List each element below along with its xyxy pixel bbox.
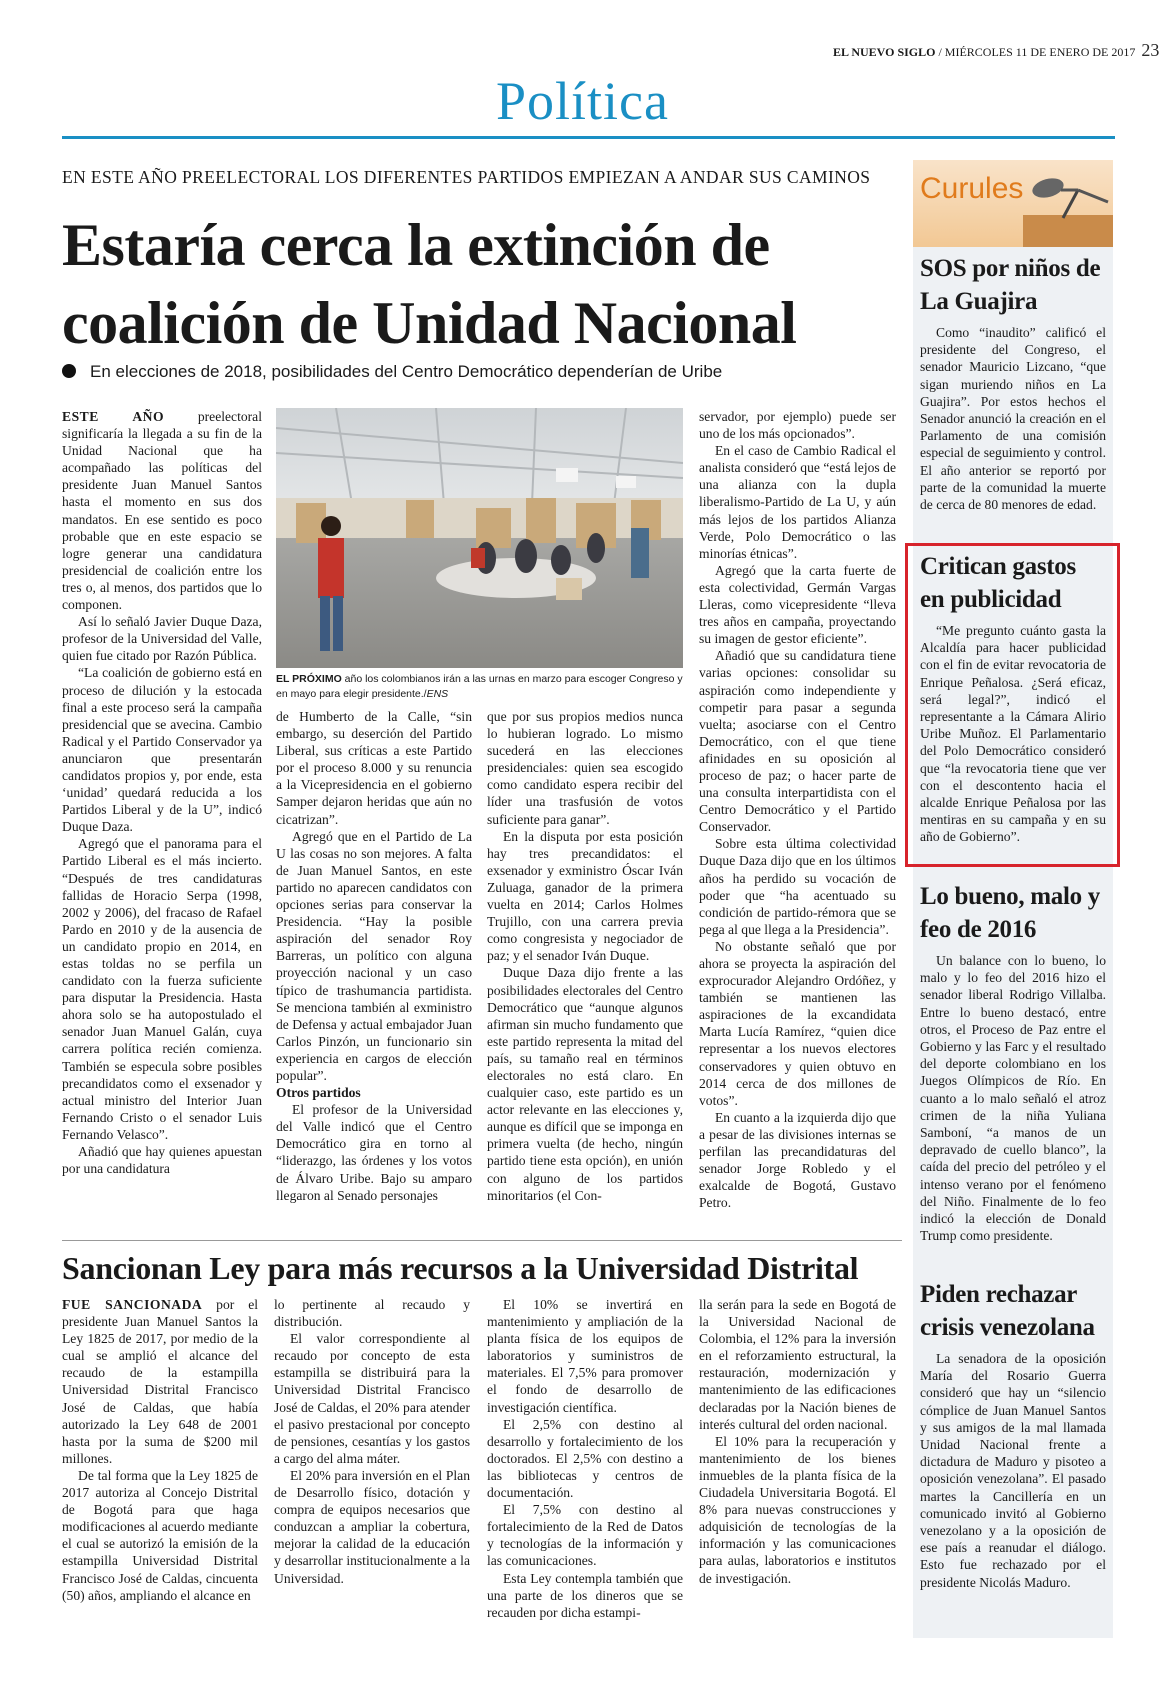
paragraph: En cuanto a la izquierda dijo que a pesar de las divisiones internas se perfilan las precandidaturas del senador Jorge Robledo y el exalcalde de Bogotá, Gustavo Petro.: [699, 1109, 896, 1211]
paragraph: Agregó que en el Partido de La U las cosas no son mejores. A falta de Juan Manuel Santos, en este partido no aparecen candidatos con opciones serias para conservar la Presidencia. “Hay la posible aspiración del senador Roy Barreras, un político con alguna proyección nacional y un caso típico de trashumancia partidista. Se menciona también al exministro de Defensa y actual embajador Juan Carlos Pinzón, un funcionario sin experiencia en cargos de elección popular”.: [276, 828, 472, 1083]
photo-caption: [276, 672, 683, 702]
story1-headline: Estaría cerca la extinción de coalición de Unidad Nacional: [62, 212, 797, 356]
bullet-icon: [62, 364, 76, 378]
sidebar-item-title: SOS por niños de La Guajira: [920, 255, 1101, 315]
issue-date: / MIÉRCOLES 11 DE ENERO DE 2017: [938, 45, 1136, 59]
paragraph: El valor correspondiente al recaudo por concepto de esta estampilla se distribuirá para la Universidad Distrital Francisco José de Caldas, el 20% para atender el pasivo prestacional por concepto de pensiones, cesantías y los gastos a cargo del alma máter.: [274, 1331, 470, 1466]
section-title: Política: [496, 71, 669, 131]
section-rule: [62, 136, 1115, 139]
story1-column-4: [699, 408, 896, 1211]
paragraph: El 10% se invertirá en mantenimiento y ampliación de la planta física de los equipos de laboratorios y suministros de materiales. El 7,5% para promover el fondo de desarrollo de investigación científica.: [487, 1297, 683, 1415]
paragraph: De tal forma que la Ley 1825 de 2017 autoriza al Concejo Distrital de Bogotá para que haga modificaciones al acuerdo mediante el cual se autorizó la emisión de la estampilla Universidad Distrital Francisco José de Caldas, cincuenta (50) años, ampliando el alcance en: [62, 1467, 258, 1603]
paragraph: Esta Ley contempla también que una parte de los dineros que se recauden por dicha estampi-: [487, 1570, 683, 1620]
caption-credit: ENS: [426, 688, 449, 700]
sidebar-item: [920, 1278, 1106, 1591]
curules-label: Curules: [920, 172, 1024, 205]
sidebar-item-text: La senadora de la oposición María del Rosario Guerra consideró que hay un “silencio cómplice de Juan Manuel Santos y sus amigos de la mal llamada Unidad Nacional frente a dictadura de Maduro y pisoteo a oposición venezolana”. El pasado martes la Cancillería en un comunicado invitó al Gobierno venezolano y a la oposición de ese país a reanudar el diálogo. Esto fue rechazado por el presidente Nicolás Maduro.: [920, 1351, 1106, 1590]
story1-photo: [276, 408, 683, 668]
subhead: Otros partidos: [276, 1085, 361, 1101]
sidebar-item: [920, 252, 1106, 513]
voting-center-photo: [276, 408, 683, 668]
sidebar-item-title: Piden rechazar crisis venezolana: [920, 1281, 1095, 1341]
story1-kicker: EN ESTE AÑO PREELECTORAL LOS DIFERENTES PARTIDOS EMPIEZAN A ANDAR SUS CAMINOS: [62, 167, 871, 187]
story2-column-2: [274, 1296, 470, 1587]
paragraph: Añadió que su candidatura tiene varias opciones: consolidar su aspiración como independiente y competir para pasar a segunda vuelta; asociarse con el Centro Democrático, con el que tiene afinidades en su oposición al proceso de paz; o hacer parte de una consulta interpartidista con el Centro Democrático y el Partido Conservador.: [699, 648, 896, 835]
paragraph: No obstante señaló que por ahora se proyecta la aspiración del exprocurador Alejandro Ordóñez, y también se mantienen las aspiraciones de la excandidata Marta Lucía Ramírez, “quien dice representar a los nuevos electores conservadores y quien obtuvo en 2014 cerca de dos millones de votos”.: [699, 938, 896, 1108]
paragraph: El 20% para inversión en el Plan de Desarrollo físico, dotación y compra de equipos necesarios que conduzcan a ampliar la cobertura, mejorar la calidad de la educación y desarrollar institucionalmente a la Universidad.: [274, 1467, 470, 1586]
paragraph: En el caso de Cambio Radical el analista consideró que “está lejos de una alianza con la dupla liberalismo-Partido de La U, y aún más lejos de los partidos Alianza Verde, Polo Democrático o las minorías étnicas”.: [699, 443, 896, 561]
story1-column-3: [487, 708, 683, 1204]
paragraph: Agregó que la carta fuerte de esta colectividad, Germán Vargas Lleras, como vicepresidente “lleva tres años en campaña, proyectando su imagen de gestor eficiente”.: [699, 562, 896, 647]
paragraph: que por sus propios medios nunca lo hubieran logrado. Lo mismo sucederá en las elecciones presidenciales: quien sea escogido como candidato espera recibir del líder una trasfusión de votos suficiente para ganar”.: [487, 709, 683, 827]
paragraph: Duque Daza dijo frente a las posibilidades electorales del Centro Democrático que “aunque algunos afirman sin mucho fundamento que este partido representa la mitad del país, su tamaño real en términos electorales no está claro. En cualquier caso, este partido es un actor relevante en las elecciones y, aunque es difícil que se imponga en primera vuelta (de hecho, ningún partido tiene esta opción), en unión con alguno de los partidos minoritarios (el Con-: [487, 965, 683, 1203]
story1-column-1: [62, 408, 262, 1177]
paragraph: Añadió que hay quienes apuestan por una candidatura: [62, 1144, 262, 1177]
paragraph: “La coalición de gobierno está en proceso de dilución y la estocada final a este proceso será la campaña presidencial que se avecina. Cambio Radical y el Partido Conservador ya anunciaron que presentarán candidatos propios y, por ende, esta ‘unidad’ quedará reducida a los Partidos Liberal y de la U”, indicó Duque Daza.: [62, 665, 262, 835]
paragraph: Sobre esta última colectividad Duque Daza dijo que en los últimos años ha perdido su vocación de poder que “ha acentuado su condición de partido-rémora que se pega al que llega a la Presidencia”.: [699, 836, 896, 937]
sidebar-item-title: Critican gastos en publicidad: [920, 553, 1076, 613]
caption-lead: EL PRÓXIMO: [276, 673, 342, 685]
sidebar-item-text: Como “inaudito” calificó el presidente del Congreso, el senador Mauricio Lizcano, “que sigan muriendo niños en La Guajira”. Por estos hechos el Senador anunció la creación en el Parlamento de una comisión especial de seguimiento y control. El año anterior se reportó por parte de la comunidad la muerte de cerca de 80 menores de edad.: [920, 325, 1106, 513]
sidebar-item: [920, 880, 1106, 1244]
paper-name: EL NUEVO SIGLO: [833, 45, 936, 59]
story2-column-4: [699, 1296, 896, 1587]
caption-text: año los colombianos irán a las urnas en marzo para escoger Congreso y en mayo para elegir presidente./: [276, 673, 683, 700]
story2-column-1: [62, 1296, 258, 1604]
sidebar-item-text: “Me pregunto cuánto gasta la Alcaldía para hacer publicidad con el fin de evitar revocatoria de Enrique Peñalosa. ¿Será eficaz, será legal?”, indicó el representante a la Cámara Alirio Uribe Muñoz. El Parlamentario del Polo Democrático consideró que “la revocatoria tiene que ver con el descontento hacia el alcalde Enrique Peñalosa por las mentiras en su campaña y en su año de Gobierno”.: [920, 623, 1106, 845]
highlight-box: [905, 543, 1120, 867]
story1-dek: [62, 362, 902, 382]
paragraph: En la disputa por esta posición hay tres precandidatos: el exsenador y exministro Óscar Iván Zuluaga, ganador de la primera vuelta en 2014; Carlos Holmes Trujillo, con una carrera previa como congresista y negociador de paz; y el senador Iván Duque.: [487, 828, 683, 964]
paragraph: El 7,5% con destino al fortalecimiento de la Red de Datos y tecnologías de la información y las comunicaciones.: [487, 1502, 683, 1569]
sidebar-item-text: Un balance con lo bueno, lo malo y lo feo del 2016 hizo el senador liberal Rodrigo Villalba. Entre lo bueno destacó, entre otros, el Proceso de Paz entre el Gobierno y las Farc y el resultado del deporte colombiano en los Juegos Olímpicos de Río. En cuanto a lo malo señaló el atroz crimen de la niña Yuliana Samboní, “a manos de un depravado de cuello blanco”, la caída del precio del petróleo y el intenso verano por el fenómeno del Niño. Finalmente de lo feo indicó la elección de Donald Trump como presidente.: [920, 953, 1106, 1244]
page-number: 23: [1141, 40, 1160, 60]
paragraph: de Humberto de la Calle, “sin embargo, su deserción del Partido Liberal, sus críticas a este Partido por el proceso 8.000 y su renuncia a la Vicepresidencia en el gobierno Samper dejaron heridas que aún no cicatrizan”.: [276, 709, 472, 827]
dek-text: En elecciones de 2018, posibilidades del Centro Democrático dependerían de Uribe: [90, 362, 723, 381]
paragraph: Así lo señaló Javier Duque Daza, profesor de la Universidad del Valle, quien fue citado por Razón Pública.: [62, 614, 262, 664]
sidebar-item-title: Lo bueno, malo y feo de 2016: [920, 883, 1100, 943]
story2-column-3: [487, 1296, 683, 1621]
paragraph: lla serán para la sede en Bogotá de la Universidad Nacional de Colombia, el 12% para la inversión en el reforzamiento estructural, la restauración, modernización y mantenimiento de las edificaciones declaradas por la Nación bienes de interés cultural del orden nacional.: [699, 1297, 896, 1432]
story1-column-2: [276, 708, 472, 1204]
paragraph: servador, por ejemplo) puede ser uno de los más opcionados”.: [699, 409, 896, 442]
paragraph: preelectoral significaría la llegada a su fin de la Unidad Nacional que ha acompañado las políticas del presidente Juan Manuel Santos hasta el momento en sus dos mandatos. En ese sentido es poco probable que en este espacio se logre generar una candidatura presidencial de coalición entre los tres o, al menos, dos partidos que lo componen.: [62, 409, 262, 613]
lead-in: FUE SANCIONADA: [62, 1297, 203, 1312]
paragraph: lo pertinente al recaudo y distribución.: [274, 1297, 470, 1330]
paragraph: El 2,5% con destino al desarrollo y fortalecimiento de los doctorados. El 2,5% con destino a las bibliotecas y centros de documentación.: [487, 1416, 683, 1501]
paragraph: Agregó que el panorama para el Partido Liberal es el más incierto. “Después de tres candidaturas fallidas de Horacio Serpa (1998, 2002 y 2006), del fracaso de Rafael Pardo en 2010 y de la ausencia de un candidato propio en 2014, en estas toldas no se perfila un candidato con la fuerza suficiente para disputar la Presidencia. Hasta ahora solo se ha autopostulado el senador Juan Manuel Galán, cuya carrera política recién comienza. También se especula sobre posibles precandidatos como el exsenador y actual ministro del Interior Juan Fernando Cristo o el senador Luis Fernando Velasco”.: [62, 836, 262, 1142]
paragraph: El 10% para la recuperación y mantenimiento de los bienes inmuebles de la planta física de la Ciudadela Universitaria Bogotá. El 8% para nuevas construcciones y adquisición de tecnologías de la información y las comunicaciones para aulas, laboratorios e institutos de investigación.: [699, 1433, 896, 1586]
masthead: [833, 40, 1160, 61]
story-divider: [62, 1240, 902, 1241]
paragraph: El profesor de la Universidad del Valle indicó que el Centro Democrático gira en torno al “liderazgo, las órdenes y los votos de Álvaro Uribe. Bajo su amparo llegaron al Senado personajes: [276, 1102, 472, 1203]
lead-in: ESTE AÑO: [62, 409, 165, 424]
paragraph: por el presidente Juan Manuel Santos la Ley 1825 de 2017, por medio de la cual se amplió el alcance del recaudo de la estampilla Universidad Distrital Francisco José de Caldas, que había autorizado la Ley 648 de 2001 hasta por la suma de $200 mil millones.: [62, 1297, 258, 1466]
story2-headline: Sancionan Ley para más recursos a la Universidad Distrital: [62, 1250, 859, 1286]
